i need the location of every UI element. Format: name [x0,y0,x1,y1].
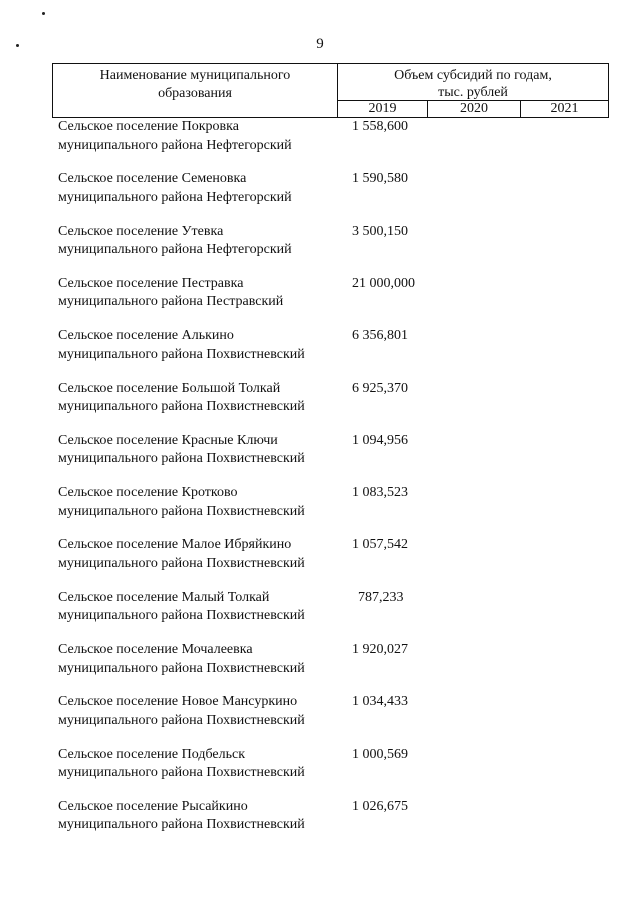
table-header [52,63,609,118]
municipality-name-line1: Сельское поселение Алькино [58,328,234,344]
municipality-name-line2: муниципального района Похвистневский [58,712,305,728]
municipality-name-line2: муниципального района Пестравский [58,294,284,310]
header-year-2019: 2019 [338,101,428,117]
subsidy-2019-value: 3 500,150 [352,223,408,239]
table-row [58,432,618,472]
municipality-name-line1: Сельское поселение Малый Толкай [58,589,270,605]
municipality-name-line2: муниципального района Похвистневский [58,608,305,624]
header-volume-column [338,64,608,101]
municipality-name-line2: муниципального района Нефтегорский [58,189,292,205]
table-row [58,327,618,367]
municipality-name-line2: муниципального района Похвистневский [58,555,305,571]
municipality-name-line1: Сельское поселение Рысайкино [58,798,248,814]
table-row [58,746,618,786]
municipality-name-line2: муниципального района Похвистневский [58,399,305,414]
municipality-name [58,746,343,783]
header-name-line2: образования [158,86,232,101]
subsidy-2019-value: 1 083,523 [352,485,408,501]
municipality-name-line1: Сельское поселение Подбельск [58,746,245,762]
municipality-name-line2: муниципального района Похвистневский [58,765,305,781]
municipality-name-line2: муниципального района Нефтегорский [58,137,292,153]
subsidy-2019-value: 1 000,569 [352,746,408,762]
municipality-name-line1: Сельское поселение Семеновка [58,171,247,187]
table-row [58,170,618,210]
page-number: 9 [316,36,324,52]
table-row [58,641,618,681]
municipality-name-line1: Сельское поселение Кротково [58,485,238,501]
municipality-name-line1: Сельское поселение Пестравка [58,275,244,291]
municipality-name [58,484,343,521]
subsidy-2019-value: 6 925,370 [352,380,408,396]
header-name-column [53,64,338,117]
municipality-name [58,118,343,155]
municipality-name-line1: Сельское поселение Малое Ибряйкино [58,537,292,553]
table-row [58,223,618,263]
municipality-name [58,380,343,417]
municipality-name [58,275,343,312]
subsidy-2019-value: 1 094,956 [352,432,408,448]
table-row [58,536,618,576]
subsidy-2019-value: 6 356,801 [352,328,408,344]
table-row [58,484,618,524]
header-volume-line2: тыс. рублей [438,85,508,100]
header-year-2020: 2020 [428,101,521,117]
municipality-name-line2: муниципального района Нефтегорский [58,242,292,258]
municipality-name [58,536,343,573]
municipality-name-line1: Сельское поселение Новое Мансуркино [58,694,298,710]
municipality-name [58,589,343,626]
municipality-name-line1: Сельское поселение Большой Толкай [58,380,281,396]
subsidy-2019-value: 1 057,542 [352,537,408,553]
municipality-name-line2: муниципального района Похвистневский [58,346,305,362]
municipality-name [58,327,343,364]
subsidy-2019-value: 1 034,433 [352,694,408,710]
municipality-name-line1: Сельское поселение Мочалеевка [58,642,253,657]
municipality-name-line2: муниципального района Похвистневский [58,503,305,519]
table-row [58,118,618,158]
table-row [58,798,618,838]
municipality-name [58,641,343,678]
municipality-name-line2: муниципального района Похвистневский [58,817,305,833]
municipality-name [58,170,343,207]
table-row [58,589,618,629]
municipality-name-line2: муниципального района Похвистневский [58,660,305,676]
municipality-name [58,432,343,469]
municipality-name-line1: Сельское поселение Утевка [58,223,224,239]
municipality-name [58,223,343,260]
header-volume-line1: Объем субсидий по годам, [394,68,552,83]
municipality-name [58,798,343,835]
table-row [58,275,618,315]
subsidy-2019-value: 1 026,675 [352,798,408,814]
header-year-2021: 2021 [550,101,579,116]
municipality-name-line2: муниципального района Похвистневский [58,451,305,467]
header-name-line1: Наименование муниципального [99,68,291,83]
subsidy-2019-value: 1 590,580 [352,171,408,187]
municipality-name-line1: Сельское поселение Красные Ключи [58,432,278,448]
subsidy-2019-value: 1 558,600 [352,119,408,134]
municipality-name [58,693,343,730]
municipality-name-line1: Сельское поселение Покровка [58,119,239,134]
subsidy-2019-value: 21 000,000 [352,275,415,291]
table-row [58,693,618,733]
table-row [58,380,618,420]
subsidy-2019-value: 1 920,027 [352,642,408,657]
scan-speck [42,12,45,15]
subsidy-2019-value: 787,233 [358,589,404,605]
